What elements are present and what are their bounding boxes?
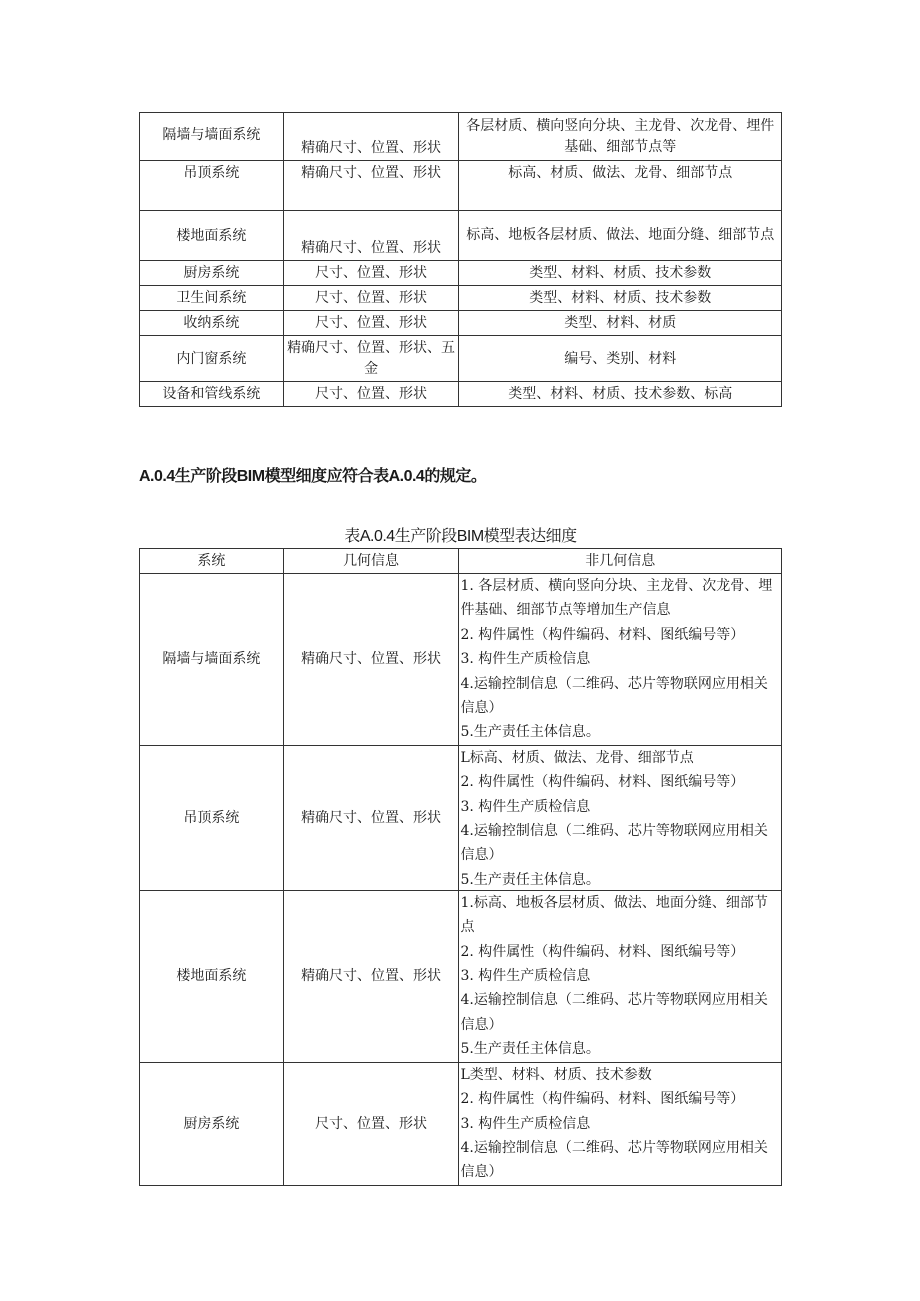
geometry-cell: 尺寸、位置、形状 [283, 286, 459, 311]
system-cell: 设备和管线系统 [140, 382, 284, 407]
nongeo-list [459, 1062, 782, 1185]
system-cell: 楼地面系统 [140, 890, 284, 1062]
list-item: 4.运输控制信息（二维码、芯片等物联网应用相关信息） [460, 823, 768, 864]
system-cell: 收纳系统 [140, 311, 284, 336]
table-production-stage [139, 548, 782, 1186]
list-item: 2. 构件属性（构件编码、材料、图纸编号等） [460, 1091, 745, 1108]
header-nongeo: 非几何信息 [459, 549, 782, 574]
geometry-cell: 精确尺寸、位置、形状 [283, 161, 459, 211]
system-cell: 厨房系统 [140, 261, 284, 286]
table-row [140, 211, 782, 261]
nongeo-cell: 编号、类别、材料 [459, 336, 782, 382]
table-row [140, 113, 782, 161]
nongeo-cell: 类型、材料、材质 [459, 311, 782, 336]
table-row [140, 161, 782, 211]
nongeo-list [459, 890, 782, 1062]
table-row [140, 1062, 782, 1185]
nongeo-list [459, 574, 782, 746]
nongeo-cell: 类型、材料、材质、技术参数 [459, 286, 782, 311]
clause-text: A.0.4生产阶段BIM模型细度应符合表A.0.4的规定。 [139, 468, 487, 485]
list-item: 2. 构件属性（构件编码、材料、图纸编号等） [460, 943, 745, 960]
nongeo-cell: 标高、材质、做法、龙骨、细部节点 [459, 161, 782, 211]
list-item: L类型、材料、材质、技术参数 [460, 1066, 652, 1083]
table-row [140, 311, 782, 336]
list-item: 3. 构件生产质检信息 [460, 968, 591, 985]
table-row [140, 890, 782, 1062]
table-row [140, 745, 782, 890]
geometry-cell: 尺寸、位置、形状 [283, 382, 459, 407]
system-cell: 隔墙与墙面系统 [140, 113, 284, 161]
geometry-cell: 尺寸、位置、形状 [283, 261, 459, 286]
nongeo-cell: 各层材质、横向竖向分块、主龙骨、次龙骨、埋件基础、细部节点等 [459, 113, 782, 161]
system-cell: 厨房系统 [140, 1062, 284, 1185]
nongeo-cell: 标高、地板各层材质、做法、地面分缝、细部节点 [459, 211, 782, 261]
header-system: 系统 [140, 549, 284, 574]
list-item: 4.运输控制信息（二维码、芯片等物联网应用相关信息） [460, 675, 768, 717]
table-header-row [140, 549, 782, 574]
list-item: 3. 构件生产质检信息 [460, 651, 591, 668]
geometry-cell: 精确尺寸、位置、形状 [283, 574, 459, 746]
system-cell: 吊顶系统 [140, 161, 284, 211]
table-design-stage [139, 112, 782, 407]
list-item: 4.运输控制信息（二维码、芯片等物联网应用相关信息） [460, 992, 768, 1033]
geometry-cell: 精确尺寸、位置、形状 [283, 211, 459, 261]
geometry-cell: 精确尺寸、位置、形状 [283, 113, 459, 161]
geometry-cell: 精确尺寸、位置、形状 [283, 890, 459, 1062]
nongeo-list [459, 745, 782, 890]
header-geometry: 几何信息 [283, 549, 459, 574]
list-item: 5.生产责任主体信息。 [460, 871, 600, 888]
table-row [140, 574, 782, 746]
nongeo-cell: 类型、材料、材质、技术参数、标高 [459, 382, 782, 407]
geometry-cell: 尺寸、位置、形状 [283, 311, 459, 336]
table-caption: 表A.0.4生产阶段BIM模型表达细度 [344, 528, 577, 545]
list-item: 2. 构件属性（构件编码、材料、图纸编号等） [460, 774, 745, 791]
table-row [140, 286, 782, 311]
table-row [140, 382, 782, 407]
clipped-list [460, 746, 779, 890]
list-item: 3. 构件生产质检信息 [460, 798, 591, 815]
table-row [140, 261, 782, 286]
geometry-cell: 精确尺寸、位置、形状、五金 [283, 336, 459, 382]
list-item: 4.运输控制信息（二维码、芯片等物联网应用相关信息） [460, 1139, 768, 1181]
geometry-cell: 尺寸、位置、形状 [283, 1062, 459, 1185]
list-item: 1. 各层材质、横向竖向分块、主龙骨、次龙骨、埋件基础、细部节点等增加生产信息 [460, 578, 773, 619]
list-item: 1.标高、地板各层材质、做法、地面分缝、细部节点 [460, 894, 768, 936]
system-cell: 吊顶系统 [140, 745, 284, 890]
table-row [140, 336, 782, 382]
system-cell: 楼地面系统 [140, 211, 284, 261]
list-item: L标高、材质、做法、龙骨、细部节点 [460, 749, 694, 766]
list-item: 2. 构件属性（构件编码、材料、图纸编号等） [460, 626, 745, 643]
system-cell: 隔墙与墙面系统 [140, 574, 284, 746]
list-item: 5.生产责任主体信息。 [460, 1041, 600, 1058]
geometry-cell: 精确尺寸、位置、形状 [283, 745, 459, 890]
list-item: 5.生产责任主体信息。 [460, 724, 600, 741]
nongeo-cell: 类型、材料、材质、技术参数 [459, 261, 782, 286]
list-item: 3. 构件生产质检信息 [460, 1115, 591, 1132]
system-cell: 卫生间系统 [140, 286, 284, 311]
system-cell: 内门窗系统 [140, 336, 284, 382]
